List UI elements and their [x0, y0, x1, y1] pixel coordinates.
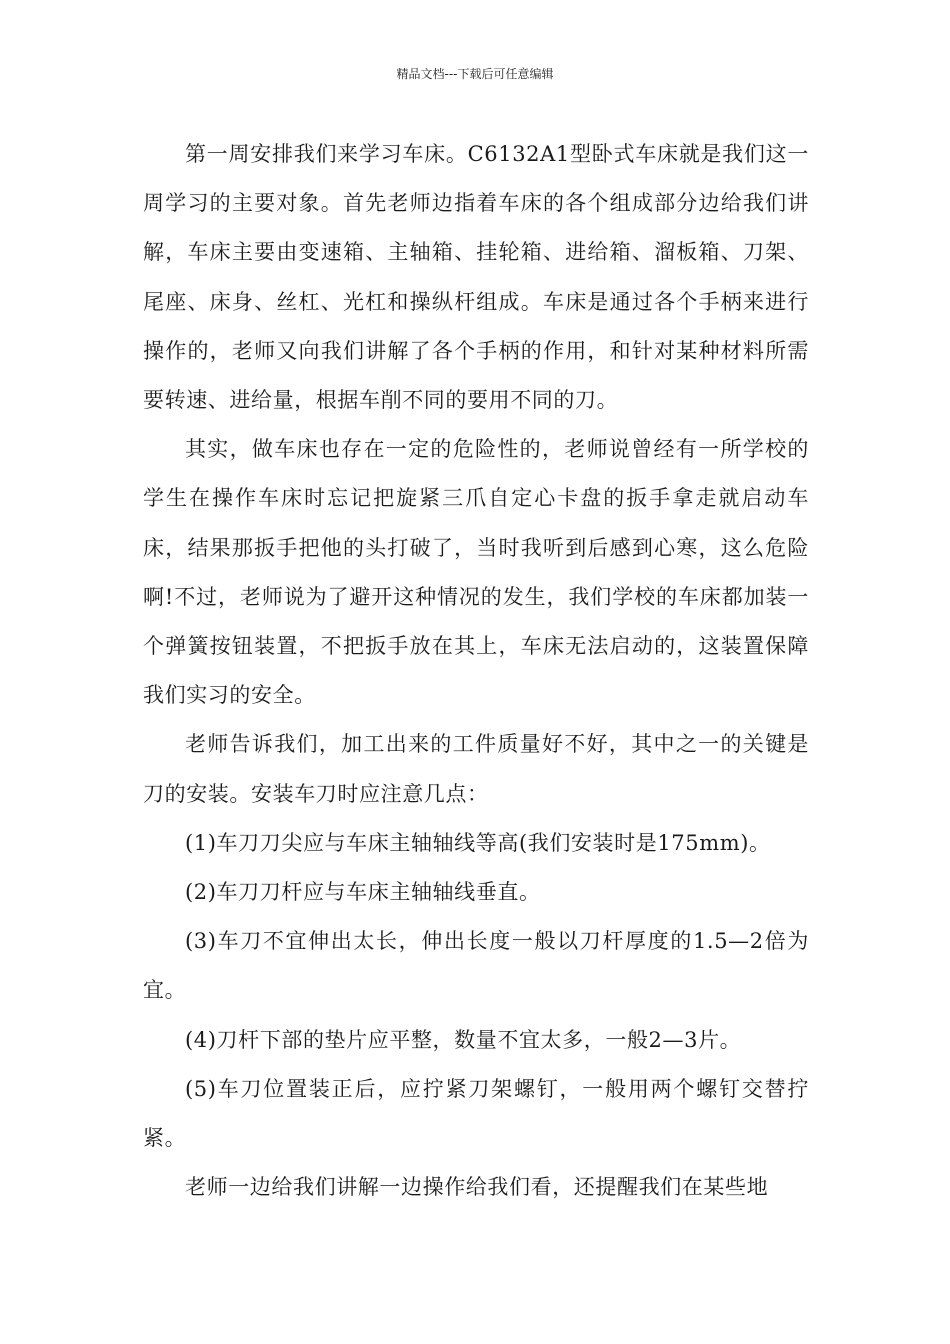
list-item: (4)刀杆下部的垫片应平整，数量不宜太多，一般2—3片。 [185, 1027, 742, 1052]
list-item: (3)车刀不宜伸出太长，伸出长度一般以刀杆厚度的1.5—2倍为宜。 [143, 929, 809, 1003]
document-body [143, 130, 809, 1212]
page-header: 精品文档---下载后可任意编辑 [396, 67, 554, 81]
paragraph-lathe-danger: 其实，做车床也存在一定的危险性的，老师说曾经有一所学校的学生在操作车床时忘记把旋紧三爪自定心卡盘的扳手拿走就启动车床，结果那扳手把他的头打破了，当时我听到后感到心寒，这么危险啊!不过，老师说为了避开这种情况的发生，我们学校的车床都加装一个弹簧按钮装置，不把扳手放在其上，车床无法启动的，这装置保障我们实习的安全。 [143, 437, 809, 708]
paragraph-tool-install: 老师告诉我们，加工出来的工件质量好不好，其中之一的关键是刀的安装。安装车刀时应注意几点： [143, 732, 809, 806]
paragraph-lathe-intro: 第一周安排我们来学习车床。C6132A1型卧式车床就是我们这一周学习的主要对象。首先老师边指着车床的各个组成部分边给我们讲解，车床主要由变速箱、主轴箱、挂轮箱、进给箱、溜板箱、刀架、尾座、床身、丝杠、光杠和操纵杆组成。车床是通过各个手柄来进行操作的，老师又向我们讲解了各个手柄的作用，和针对某种材料所需要转速、进给量，根据车削不同的要用不同的刀。 [143, 142, 809, 413]
list-item: (5)车刀位置装正后，应拧紧刀架螺钉，一般用两个螺钉交替拧紧。 [143, 1076, 809, 1151]
paragraph-teacher-demo: 老师一边给我们讲解一边操作给我们看，还提醒我们在某些地 [185, 1175, 769, 1200]
list-item: (1)车刀刀尖应与车床主轴轴线等高(我们安装时是175mm)。 [185, 830, 771, 855]
list-item: (2)车刀刀杆应与车床主轴轴线垂直。 [185, 880, 541, 905]
